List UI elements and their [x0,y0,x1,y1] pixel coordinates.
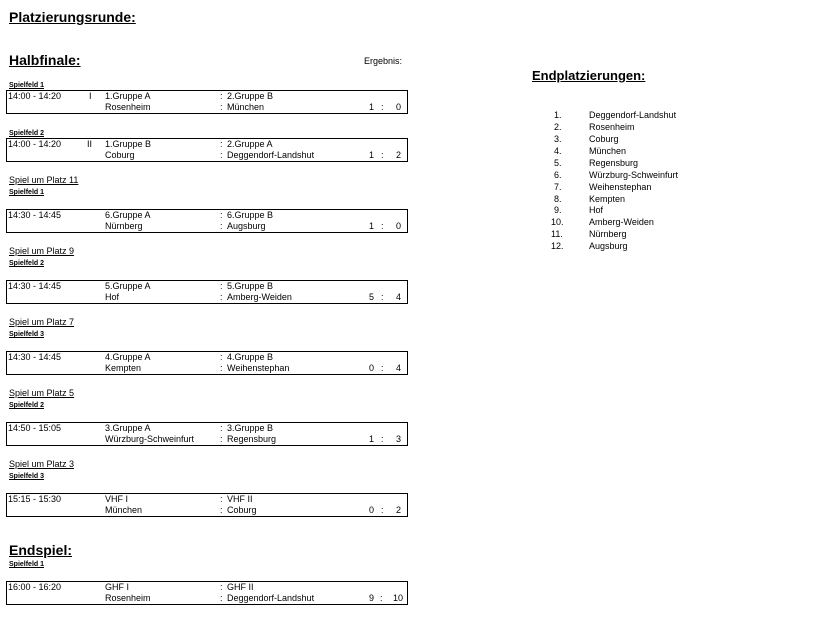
team-sep: : [220,434,223,444]
rank-team: Augsburg [589,241,628,251]
away-team: Deggendorf-Landshut [227,593,315,603]
home-team: München [105,505,143,515]
away-team: Weihenstephan [227,363,290,373]
score-away: 0 [396,221,402,231]
home-slot: VHF I [105,494,129,504]
rank-number: 4. [554,146,562,156]
rank-team: Deggendorf-Landshut [589,110,677,120]
match-box [6,581,408,605]
rank-number: 10. [551,217,564,227]
slot-sep: : [220,210,223,220]
rank-number: 1. [554,110,562,120]
score-away: 10 [393,593,404,603]
team-sep: : [220,363,223,373]
score-away: 3 [396,434,402,444]
rank-team: Coburg [589,134,619,144]
away-team: München [227,102,265,112]
section-title: Spiel um Platz 3 [9,459,75,469]
rank-number: 12. [551,241,564,251]
rank-team: Amberg-Weiden [589,217,654,227]
slot-sep: : [220,91,223,101]
match-time: 15:15 - 15:30 [8,494,62,504]
rank-number: 2. [554,122,562,132]
spielfeld-label: Spielfeld 1 [9,189,45,196]
score-away: 0 [396,102,402,112]
score-sep: : [380,593,383,603]
match-box [6,138,408,162]
match-box [6,422,408,446]
rank-number: 3. [554,134,562,144]
score-away: 4 [396,363,402,373]
slot-sep: : [220,423,223,433]
match-box [6,209,408,233]
away-team: Augsburg [227,221,266,231]
rank-number: 8. [554,194,562,204]
match-time: 14:50 - 15:05 [8,423,62,433]
score-sep: : [381,363,384,373]
rank-team: Weihenstephan [589,182,652,192]
score-sep: : [381,102,384,112]
away-slot: 2.Gruppe A [227,139,273,149]
match-time: 14:30 - 14:45 [8,281,62,291]
team-sep: : [220,102,223,112]
rank-team: Nürnberg [589,229,627,239]
home-slot: 1.Gruppe B [105,139,152,149]
score-sep: : [381,221,384,231]
ergebnis-label: Ergebnis: [364,56,403,66]
slot-sep: : [220,352,223,362]
section-title: Spiel um Platz 5 [9,388,75,398]
home-team: Coburg [105,150,135,160]
page-title: Platzierungsrunde: [9,9,136,25]
match-roman: II [87,139,93,149]
spielfeld-label: Spielfeld 3 [9,473,45,480]
rank-number: 5. [554,158,562,168]
match-time: 14:00 - 14:20 [8,139,62,149]
slot-sep: : [220,139,223,149]
spielfeld-label: Spielfeld 1 [9,561,45,568]
score-away: 2 [396,505,402,515]
spielfeld-label: Spielfeld 2 [9,260,45,267]
score-sep: : [381,150,384,160]
match-time: 16:00 - 16:20 [8,582,62,592]
spielfeld-label: Spielfeld 2 [9,130,45,137]
spielfeld-label: Spielfeld 1 [9,82,45,89]
slot-sep: : [220,582,223,592]
spielfeld-label: Spielfeld 3 [9,331,45,338]
away-slot: VHF II [227,494,253,504]
away-slot: GHF II [227,582,254,592]
rank-team: München [589,146,627,156]
score-home: 1 [369,102,375,112]
score-sep: : [381,505,384,515]
away-slot: 3.Gruppe B [227,423,274,433]
score-home: 5 [369,292,375,302]
away-team: Deggendorf-Landshut [227,150,315,160]
team-sep: : [220,593,223,603]
home-slot: GHF I [105,582,129,592]
team-sep: : [220,150,223,160]
match-box [6,493,408,517]
home-team: Würzburg-Schweinfurt [105,434,195,444]
away-team: Coburg [227,505,257,515]
match-time: 14:30 - 14:45 [8,210,62,220]
match-box [6,90,408,114]
home-slot: 3.Gruppe A [105,423,151,433]
rank-team: Hof [589,205,604,215]
halbfinale-title: Halbfinale: [9,52,81,68]
spielfeld-label: Spielfeld 2 [9,402,45,409]
home-team: Rosenheim [105,102,151,112]
score-home: 1 [369,434,375,444]
home-slot: 1.Gruppe A [105,91,151,101]
home-team: Nürnberg [105,221,143,231]
team-sep: : [220,221,223,231]
rank-number: 11. [551,229,563,239]
score-home: 0 [369,505,375,515]
away-slot: 5.Gruppe B [227,281,274,291]
slot-sep: : [220,281,223,291]
score-home: 0 [369,363,375,373]
rank-team: Würzburg-Schweinfurt [589,170,679,180]
team-sep: : [220,292,223,302]
home-slot: 5.Gruppe A [105,281,151,291]
rank-team: Kempten [589,194,626,204]
match-box [6,280,408,304]
rank-number: 9. [554,205,562,215]
score-home: 1 [369,221,375,231]
match-time: 14:30 - 14:45 [8,352,62,362]
rank-team: Rosenheim [589,122,635,132]
section-title: Spiel um Platz 7 [9,317,75,327]
away-team: Amberg-Weiden [227,292,292,302]
match-roman: I [89,91,92,101]
section-title: Spiel um Platz 9 [9,246,75,256]
home-team: Rosenheim [105,593,151,603]
endplatzierungen-title: Endplatzierungen: [532,68,646,83]
match-box [6,351,408,375]
rank-team: Regensburg [589,158,639,168]
home-slot: 6.Gruppe A [105,210,151,220]
home-team: Kempten [105,363,142,373]
section-title: Spiel um Platz 11 [9,175,79,185]
match-time: 14:00 - 14:20 [8,91,62,101]
score-away: 2 [396,150,402,160]
score-home: 1 [369,150,375,160]
endspiel-title: Endspiel: [9,542,73,558]
rank-number: 6. [554,170,562,180]
slot-sep: : [220,494,223,504]
team-sep: : [220,505,223,515]
score-away: 4 [396,292,402,302]
away-team: Regensburg [227,434,277,444]
away-slot: 4.Gruppe B [227,352,274,362]
away-slot: 2.Gruppe B [227,91,274,101]
home-team: Hof [105,292,120,302]
rank-number: 7. [554,182,562,192]
score-sep: : [381,434,384,444]
home-slot: 4.Gruppe A [105,352,151,362]
score-sep: : [381,292,384,302]
score-home: 9 [369,593,375,603]
away-slot: 6.Gruppe B [227,210,274,220]
